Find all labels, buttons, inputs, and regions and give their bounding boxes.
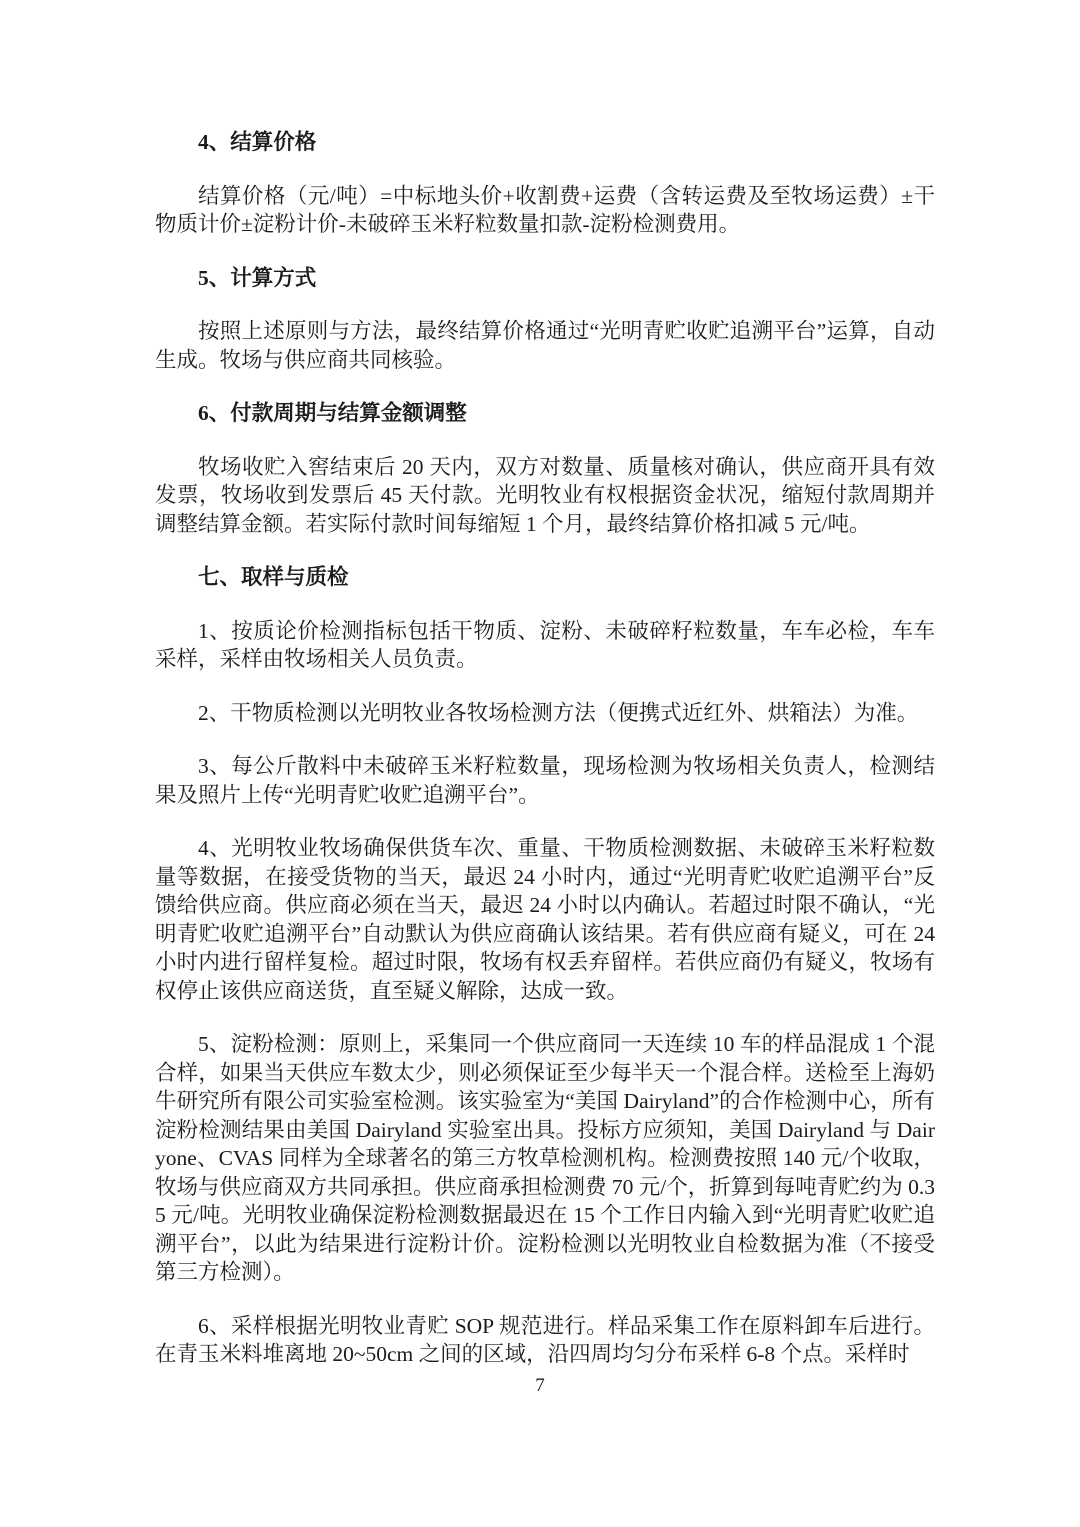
paragraph-settlement-price-formula: 结算价格（元/吨）=中标地头价+收割费+运费（含转运费及至牧场运费）±干物质计价±淀粉计价-未破碎玉米籽粒数量扣款-淀粉检测费用。 (155, 183, 935, 236)
section-heading-sampling-quality-inspection: 七、取样与质检 (198, 565, 349, 589)
paragraph-item-6-sampling-sop: 6、采样根据光明牧业青贮 SOP 规范进行。样品采集工作在原料卸车后进行。在青玉米料堆离地 20~50cm 之间的区域，沿四周均匀分布采样 6-8 个点。采样时 (155, 1313, 935, 1366)
paragraph-item-5-starch-testing: 5、淀粉检测：原则上，采集同一个供应商同一天连续 10 车的样品混成 1 个混合样，如果当天供应车数太少，则必须保证至少每半天一个混合样。送检至上海奶牛研究所有限公司实验室检测。该实验室为“美国 Dairyland”的合作检测中心，所有淀粉检测结果由美国 Dairyland 实验室出具。投标方应须知，美国 Dairyland 与 Dairyone、CVAS 同样为全球著名的第三方牧草检测机构。检测费按照 140 元/个收取，牧场与供应商双方共同承担。供应商承担检测费 70 元/个，折算到每吨青贮约为 0.35 元/吨。光明牧业确保淀粉检测数据最迟在 15 个工作日内输入到“光明青贮收贮追溯平台”，以此为结果进行淀粉计价。淀粉检测以光明牧业自检数据为准（不接受第三方检测）。 (155, 1032, 935, 1284)
paragraph-item-1-inspection-indicators: 1、按质论价检测指标包括干物质、淀粉、未破碎籽粒数量，车车必检，车车采样，采样由牧场相关人员负责。 (155, 618, 935, 671)
paragraph-item-2-dry-matter-method: 2、干物质检测以光明牧业各牧场检测方法（便携式近红外、烘箱法）为准。 (198, 700, 919, 725)
paragraph-item-4-data-feedback-confirmation: 4、光明牧业牧场确保供货车次、重量、干物质检测数据、未破碎玉米籽粒数量等数据，在接受货物的当天，最迟 24 小时内，通过“光明青贮收贮追溯平台”反馈给供应商。供应商必须在当天，最迟 24 小时以内确认。若超过时限不确认，“光明青贮收贮追溯平台”自动默认为供应商确认该结果。若有供应商有疑义，可在 24 小时内进行留样复检。超过时限，牧场有权丢弃留样。若供应商仍有疑义，牧场有权停止该供应商送货，直至疑义解除，达成一致。 (155, 836, 935, 1003)
section-heading-payment-cycle: 6、付款周期与结算金额调整 (198, 401, 467, 425)
paragraph-calculation-method: 按照上述原则与方法，最终结算价格通过“光明青贮收贮追溯平台”运算，自动生成。牧场与供应商共同核验。 (155, 319, 935, 372)
paragraph-payment-cycle: 牧场收贮入窖结束后 20 天内，双方对数量、质量核对确认，供应商开具有效发票，牧场收到发票后 45 天付款。光明牧业有权根据资金状况，缩短付款周期并调整结算金额。若实际付款时间每缩短 1 个月，最终结算价格扣减 5 元/吨。 (155, 454, 935, 536)
section-heading-settlement-price: 4、结算价格 (198, 130, 317, 154)
page-number: 7 (535, 1375, 545, 1396)
section-heading-calculation-method: 5、计算方式 (198, 265, 317, 290)
paragraph-item-3-unbroken-kernel-count: 3、每公斤散料中未破碎玉米籽粒数量，现场检测为牧场相关负责人，检测结果及照片上传“光明青贮收贮追溯平台”。 (155, 754, 935, 807)
document-body (155, 128, 935, 1369)
